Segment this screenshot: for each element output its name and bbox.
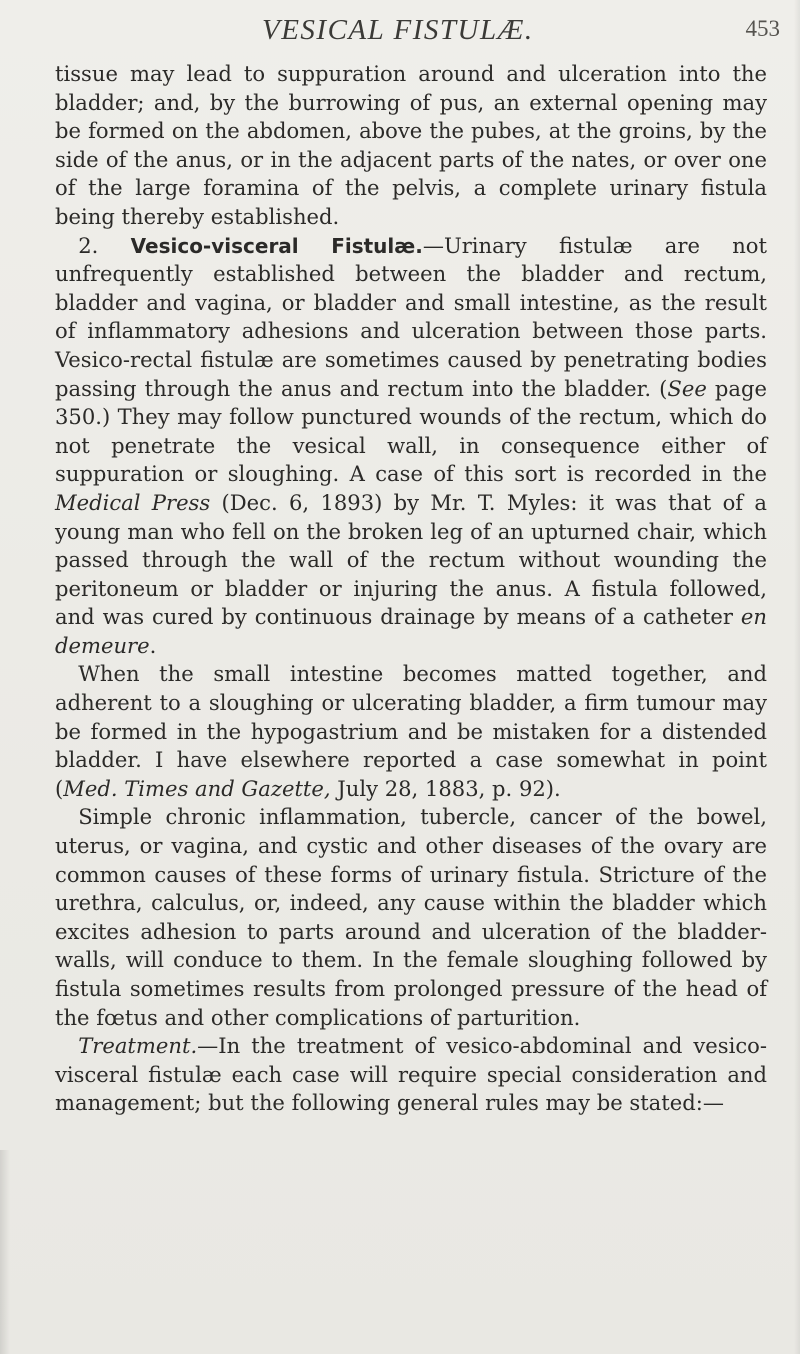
- journal-title: Medical Press: [55, 489, 211, 515]
- paragraph-text: —In the treatment of vesico-abdominal and vesico-visceral fistulæ each case will require special consideration and management; but the following general rules may be stated:—: [55, 1033, 767, 1116]
- paragraph-treatment: [55, 1032, 767, 1118]
- paragraph-text: Simple chronic inflammation, tubercle, cancer of the bowel, uterus, or vagina, and cystic and other diseases of the ovary are common causes of these forms of urinary fistula. Stricture of the urethra, calculus, or, indeed, any cause within the bladder which excites adhesion to parts around and ulceration of the bladder-walls, will conduce to them. In the female sloughing followed by fistula sometimes results from prolonged pressure of the head of the fœtus and other complications of parturition.: [55, 804, 767, 1030]
- page-edge-shadow: [794, 0, 800, 1354]
- paragraph-text: tissue may lead to suppuration around and ulceration into the bladder; and, by the burrowing of pus, an external opening may be formed on the abdomen, above the pubes, at the groins, by the side of the anus, or in the adjacent parts of the nates, or over one of the large foramina of the pelvis, a complete urinary fistula being thereby established.: [55, 61, 767, 229]
- section-number: 2.: [78, 232, 99, 258]
- paragraph-text: page 350.) They may follow punctured wounds of the rectum, which do not penetrate the vesical wall, in consequence either of suppuration or sloughing. A case of this sort is recorded in the: [55, 375, 767, 487]
- paragraph-text: July 28, 1883, p. 92).: [330, 775, 561, 801]
- paragraph-text: When the small intestine becomes matted together, and adherent to a sloughing or ulcerating bladder, a firm tumour may be formed in the hypogastrium and be mistaken for a distended bladder. I have elsewhere reported a case somewhat in point (: [55, 661, 767, 801]
- running-head: [0, 14, 800, 50]
- journal-title: Med. Times and Gazette,: [63, 775, 331, 801]
- paragraph-small-intestine: [55, 660, 767, 803]
- paragraph-text: (Dec. 6, 1893) by Mr. T. Myles: it was that of a young man who fell on the broken leg of an upturned chair, which passed through the wall of the rectum without wounding the peritoneum or bladder or injuring the anus. A fistula followed, and was cured by continuous drainage by means of a catheter: [55, 489, 767, 630]
- section-heading: Vesico-visceral Fistulæ.: [130, 233, 423, 258]
- treatment-label: Treatment.: [78, 1033, 198, 1059]
- cross-reference: See: [667, 375, 707, 401]
- paragraph-suppuration: [55, 60, 767, 232]
- foreign-phrase: en demeure: [55, 604, 767, 658]
- body-text: [55, 60, 767, 1118]
- paragraph-vesico-visceral: [55, 232, 767, 661]
- binding-shadow: [0, 1150, 10, 1354]
- page-number: 453: [745, 16, 780, 41]
- paragraph-text: .: [149, 632, 157, 658]
- paragraph-text: —Urinary fistulæ are not unfrequently established between the bladder and rectum, bladder and vagina, or bladder and small intestine, as the result of inflammatory adhesions and ulceration between those parts. Vesico-rectal fistulæ are sometimes caused by penetrating bodies passing through the anus and rectum into the bladder. (: [55, 232, 767, 401]
- paragraph-causes: [55, 803, 767, 1032]
- running-title: VESICAL FISTULÆ.: [262, 14, 534, 46]
